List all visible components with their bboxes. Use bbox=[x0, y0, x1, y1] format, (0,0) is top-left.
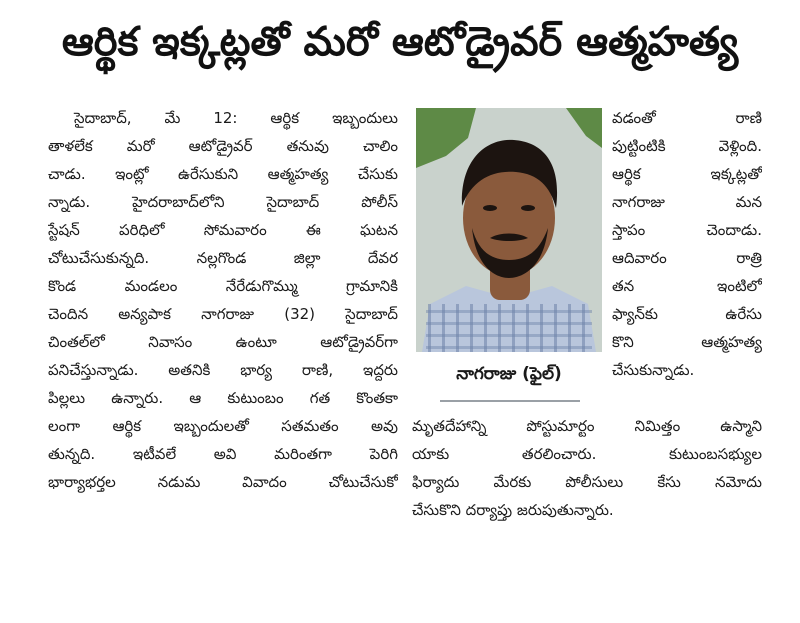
left-text-column bbox=[48, 104, 398, 496]
text-line: ఫిర్యాదు మేరకు పోలీసులు కేసు నమోదు bbox=[412, 473, 762, 491]
photo-caption: నాగరాజు (ఫైల్) bbox=[456, 364, 562, 384]
text-line: చోటుచేసుకున్నది. నల్లగొండ జిల్లా దేవర bbox=[48, 249, 398, 267]
shirt-stripe bbox=[426, 310, 592, 313]
article-headline: ఆర్థిక ఇక్కట్లతో మరో ఆటోడ్రైవర్ ఆత్మహత్య bbox=[61, 19, 739, 65]
portrait-photo bbox=[416, 108, 602, 352]
right-text-column bbox=[612, 104, 762, 384]
text-line: సైదాబాద్, మే 12: ఆర్థిక ఇబ్బందులు bbox=[74, 109, 398, 127]
text-line: చేసుకున్నాడు. bbox=[612, 361, 695, 379]
text-line: కొండ మండలం నేరేడుగొమ్ము గ్రామానికి bbox=[48, 277, 398, 295]
caption-divider bbox=[440, 400, 580, 402]
text-line: పిల్లలు ఉన్నారు. ఆ కుటుంబం గత కొంతకా bbox=[48, 389, 398, 407]
text-line: స్తాపం చెందాడు. bbox=[612, 221, 762, 239]
text-line: తున్నది. ఇటీవలే అవి మరింతగా పెరిగి bbox=[48, 445, 398, 463]
text-line: తాళలేక మరో ఆటోడ్రైవర్ తనువు చాలిం bbox=[48, 137, 398, 155]
text-line: పుట్టింటికి వెళ్లింది. bbox=[612, 137, 762, 155]
text-line: వడంతో రాణి bbox=[612, 109, 762, 127]
text-line: చాడు. ఇంట్లో ఉరేసుకుని ఆత్మహత్య చేసుకు bbox=[48, 165, 398, 183]
text-line: నాగరాజు మన bbox=[612, 193, 762, 211]
shirt-stripe bbox=[426, 346, 592, 349]
portrait-image bbox=[416, 108, 602, 352]
shirt-stripe bbox=[426, 322, 592, 325]
bottom-text-block bbox=[412, 412, 762, 524]
text-line: చెందిన అన్యపాక నాగరాజు (32) సైదాబాద్ bbox=[48, 305, 398, 323]
text-line: న్నాడు. హైదరాబాద్‌లోని సైదాబాద్ పోలీస్ bbox=[48, 193, 398, 211]
text-line: లంగా ఆర్థిక ఇబ్బందులతో సతమతం అవు bbox=[48, 417, 398, 435]
text-line: ఫ్యాన్‌కు ఉరేసు bbox=[612, 305, 762, 323]
text-line: చేసుకొని దర్యాప్తు జరుపుతున్నారు. bbox=[412, 501, 614, 519]
text-line: పనిచేస్తున్నాడు. అతనికి భార్య రాణి, ఇద్దరు bbox=[48, 361, 398, 379]
text-line: ఆర్థిక ఇక్కట్లతో bbox=[612, 165, 762, 183]
shirt-stripe bbox=[426, 334, 592, 337]
text-line: యాకు తరలించారు. కుటుంబసభ్యుల bbox=[412, 445, 762, 463]
text-line: భార్యాభర్తల నడుమ వివాదం చోటుచేసుకో bbox=[48, 473, 398, 491]
text-line: చింతల్‌లో నివాసం ఉంటూ ఆటోడ్రైవర్‌గా bbox=[48, 333, 398, 351]
text-line: తన ఇంటిలో bbox=[612, 277, 762, 295]
text-line: స్టేషన్ పరిధిలో సోమవారం ఈ ఘటన bbox=[48, 221, 398, 239]
text-line: ఆదివారం రాత్రి bbox=[612, 249, 762, 267]
text-line: కొని ఆత్మహత్య bbox=[612, 333, 762, 351]
text-line: మృతదేహాన్ని పోస్టుమార్టం నిమిత్తం ఉస్మాని bbox=[412, 417, 762, 435]
